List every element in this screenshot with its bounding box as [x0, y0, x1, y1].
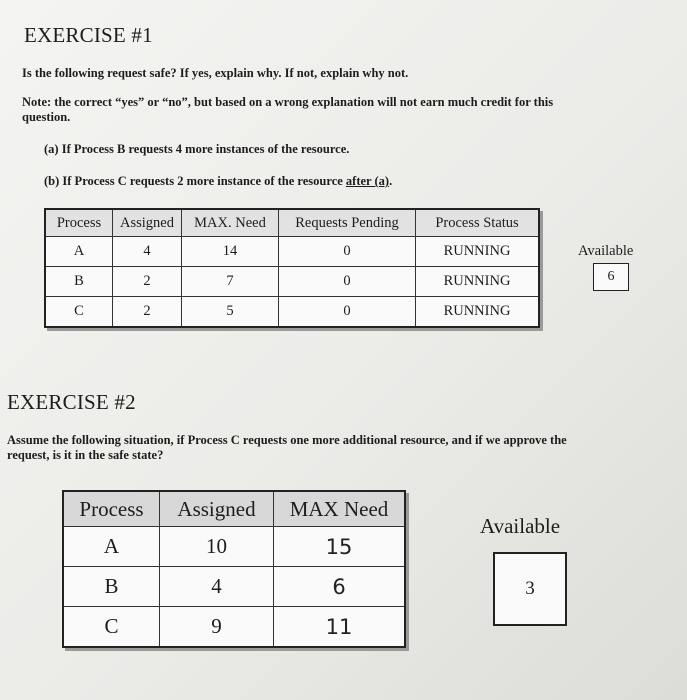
- cell-process: B: [63, 567, 160, 607]
- cell-requests-pending: 0: [279, 267, 416, 297]
- exercise2-question-line1: Assume the following situation, if Process C requests one more additional resource, and if we approve the: [7, 433, 567, 447]
- exercise1-title: EXERCISE #1: [24, 23, 153, 47]
- cell-assigned: 4: [113, 237, 182, 267]
- table-row: [45, 297, 539, 328]
- cell-requests-pending: 0: [279, 297, 416, 328]
- cell-max-need: 15: [274, 527, 406, 567]
- table-row: [63, 567, 405, 607]
- cell-max-need: 14: [182, 237, 279, 267]
- header-assigned: Assigned: [160, 491, 274, 527]
- cell-requests-pending: 0: [279, 237, 416, 267]
- header-process-status: Process Status: [416, 209, 540, 237]
- table-row: [63, 607, 405, 648]
- cell-process: B: [45, 267, 113, 297]
- exercise1-part-a: (a) If Process B requests 4 more instances of the resource.: [44, 142, 350, 156]
- table-row: [45, 237, 539, 267]
- exercise2-available-value: 3: [493, 552, 567, 626]
- cell-max-need: 5: [182, 297, 279, 328]
- note-text: the correct “yes” or “no”, but based on a wrong explanation will not earn much credit for this: [54, 95, 554, 109]
- table-header-row: [45, 209, 539, 237]
- exercise1-available-label: Available: [578, 243, 634, 259]
- note-label: Note:: [22, 95, 52, 109]
- header-max-need: MAX Need: [274, 491, 406, 527]
- exercise2-available-label: Available: [480, 514, 561, 538]
- part-b-text: (b) If Process C requests 2 more instance of the resource: [44, 174, 346, 188]
- cell-assigned: 2: [113, 267, 182, 297]
- exercise1-available-value: 6: [593, 263, 629, 291]
- exercise2-question-line2: request, is it in the safe state?: [7, 448, 164, 462]
- header-assigned: Assigned: [113, 209, 182, 237]
- header-requests-pending: Requests Pending: [279, 209, 416, 237]
- exercise2-title: EXERCISE #2: [7, 390, 136, 414]
- cell-process: C: [63, 607, 160, 648]
- cell-assigned: 4: [160, 567, 274, 607]
- table-row: [45, 267, 539, 297]
- exercise1-note-line1: [22, 95, 553, 110]
- cell-max-need: 7: [182, 267, 279, 297]
- cell-assigned: 9: [160, 607, 274, 648]
- exercise1-part-b: [44, 174, 392, 189]
- header-process: Process: [63, 491, 160, 527]
- cell-process: A: [45, 237, 113, 267]
- cell-process: A: [63, 527, 160, 567]
- cell-assigned: 10: [160, 527, 274, 567]
- cell-max-need: 6: [274, 567, 406, 607]
- cell-max-need: 11: [274, 607, 406, 648]
- exercise1-table: [44, 208, 540, 328]
- cell-process-status: RUNNING: [416, 237, 540, 267]
- table-header-row: [63, 491, 405, 527]
- cell-process-status: RUNNING: [416, 267, 540, 297]
- cell-process-status: RUNNING: [416, 297, 540, 328]
- header-max-need: MAX. Need: [182, 209, 279, 237]
- exercise1-question: Is the following request safe? If yes, explain why. If not, explain why not.: [22, 66, 409, 80]
- cell-assigned: 2: [113, 297, 182, 328]
- table-row: [63, 527, 405, 567]
- header-process: Process: [45, 209, 113, 237]
- exercise2-table: [62, 490, 406, 648]
- part-b-reference: after (a): [345, 174, 390, 188]
- part-b-suffix: .: [389, 174, 393, 188]
- exercise1-note-line2: question.: [22, 110, 71, 124]
- cell-process: C: [45, 297, 113, 328]
